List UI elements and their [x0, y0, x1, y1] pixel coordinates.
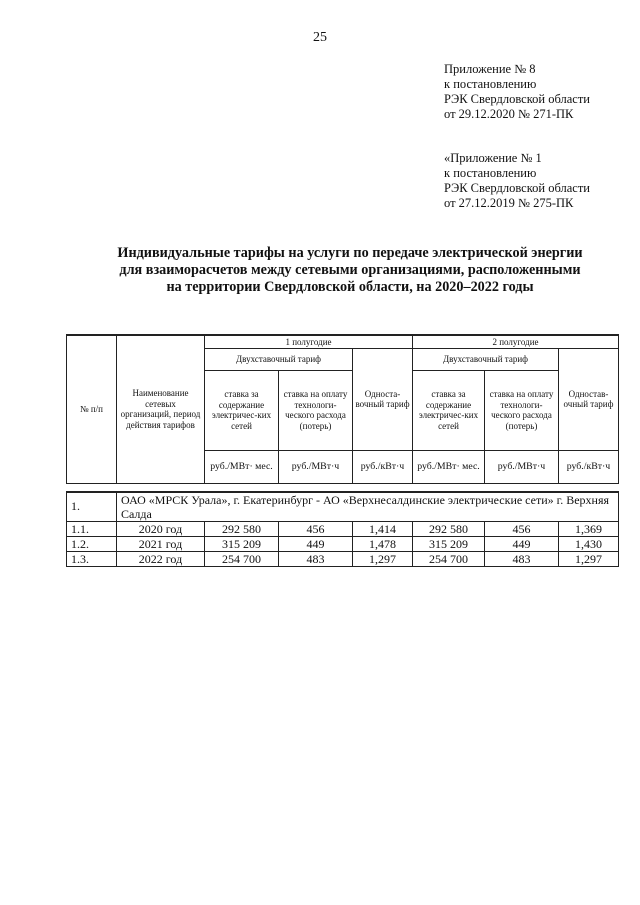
header-one-rate-tariff-h2: Одностав-очный тариф	[559, 348, 619, 450]
annex-line: от 27.12.2019 № 275-ПК	[444, 196, 574, 210]
row-year: 2020 год	[117, 522, 205, 537]
row-year: 2021 год	[117, 537, 205, 552]
unit-kwh-h1: руб./кВт·ч	[353, 450, 413, 483]
title-line: для взаиморасчетов между сетевыми организациями, расположенными	[119, 262, 581, 278]
cell-losses-h2: 456	[485, 522, 559, 537]
annex-line: РЭК Свердловской области	[444, 92, 590, 106]
cell-maintenance-h2: 292 580	[413, 522, 485, 537]
table-row	[67, 537, 619, 552]
cell-maintenance-h1: 254 700	[205, 552, 279, 567]
header-maintenance-rate-h1: ставка за содержание электричес-ких сетей	[205, 370, 279, 450]
unit-mwh-h1: руб./МВт·ч	[279, 450, 353, 483]
title-line: на территории Свердловской области, на 2020–2022 годы	[166, 279, 534, 295]
cell-one-rate-h1: 1,414	[353, 522, 413, 537]
cell-losses-h1: 483	[279, 552, 353, 567]
cell-one-rate-h1: 1,478	[353, 537, 413, 552]
row-number: 1.1.	[67, 522, 117, 537]
annex-line: к постановлению	[444, 166, 537, 180]
table-row	[67, 522, 619, 537]
annex-reference-current	[444, 62, 590, 122]
header-second-half: 2 полугодие	[413, 335, 619, 348]
cell-one-rate-h1: 1,297	[353, 552, 413, 567]
row-number: 1.3.	[67, 552, 117, 567]
header-maintenance-rate-h2: ставка за содержание электричес-ких сетей	[413, 370, 485, 450]
header-losses-rate-h2: ставка на оплату технологи-ческого расхода (потерь)	[485, 370, 559, 450]
annex-line: Приложение № 8	[444, 62, 536, 76]
row-number: 1.2.	[67, 537, 117, 552]
unit-mw-month-h1: руб./МВт· мес.	[205, 450, 279, 483]
tariff-table	[66, 334, 619, 567]
cell-one-rate-h2: 1,369	[559, 522, 619, 537]
unit-mwh-h2: руб./МВт·ч	[485, 450, 559, 483]
unit-mw-month-h2: руб./МВт· мес.	[413, 450, 485, 483]
cell-maintenance-h1: 315 209	[205, 537, 279, 552]
group-organization-name: ОАО «МРСК Урала», г. Екатеринбург - АО «Верхнесалдинские электрические сети» г. Верхняя Салда	[117, 492, 619, 522]
page-number: 25	[313, 30, 327, 45]
cell-maintenance-h2: 254 700	[413, 552, 485, 567]
annex-line: РЭК Свердловской области	[444, 181, 590, 195]
cell-one-rate-h2: 1,430	[559, 537, 619, 552]
cell-losses-h1: 449	[279, 537, 353, 552]
header-organization-name: Наименование сетевых организаций, период действия тарифов	[117, 335, 205, 483]
cell-maintenance-h2: 315 209	[413, 537, 485, 552]
header-number: № п/п	[67, 335, 117, 483]
cell-losses-h1: 456	[279, 522, 353, 537]
header-two-rate-tariff-h2: Двухставочный тариф	[413, 348, 559, 370]
document-title	[60, 245, 640, 296]
table-spacer	[67, 483, 619, 492]
annex-line: к постановлению	[444, 77, 537, 91]
annex-line: «Приложение № 1	[444, 151, 542, 165]
unit-kwh-h2: руб./кВт·ч	[559, 450, 619, 483]
cell-maintenance-h1: 292 580	[205, 522, 279, 537]
annex-line: от 29.12.2020 № 271-ПК	[444, 107, 574, 121]
header-losses-rate-h1: ставка на оплату технологи-ческого расхода (потерь)	[279, 370, 353, 450]
cell-losses-h2: 483	[485, 552, 559, 567]
group-number: 1.	[67, 492, 117, 522]
header-first-half: 1 полугодие	[205, 335, 413, 348]
annex-reference-original	[444, 151, 590, 211]
header-one-rate-tariff-h1: Односта-вочный тариф	[353, 348, 413, 450]
cell-losses-h2: 449	[485, 537, 559, 552]
cell-one-rate-h2: 1,297	[559, 552, 619, 567]
table-row	[67, 552, 619, 567]
title-line: Индивидуальные тарифы на услуги по передаче электрической энергии	[117, 245, 583, 261]
header-two-rate-tariff-h1: Двухставочный тариф	[205, 348, 353, 370]
row-year: 2022 год	[117, 552, 205, 567]
